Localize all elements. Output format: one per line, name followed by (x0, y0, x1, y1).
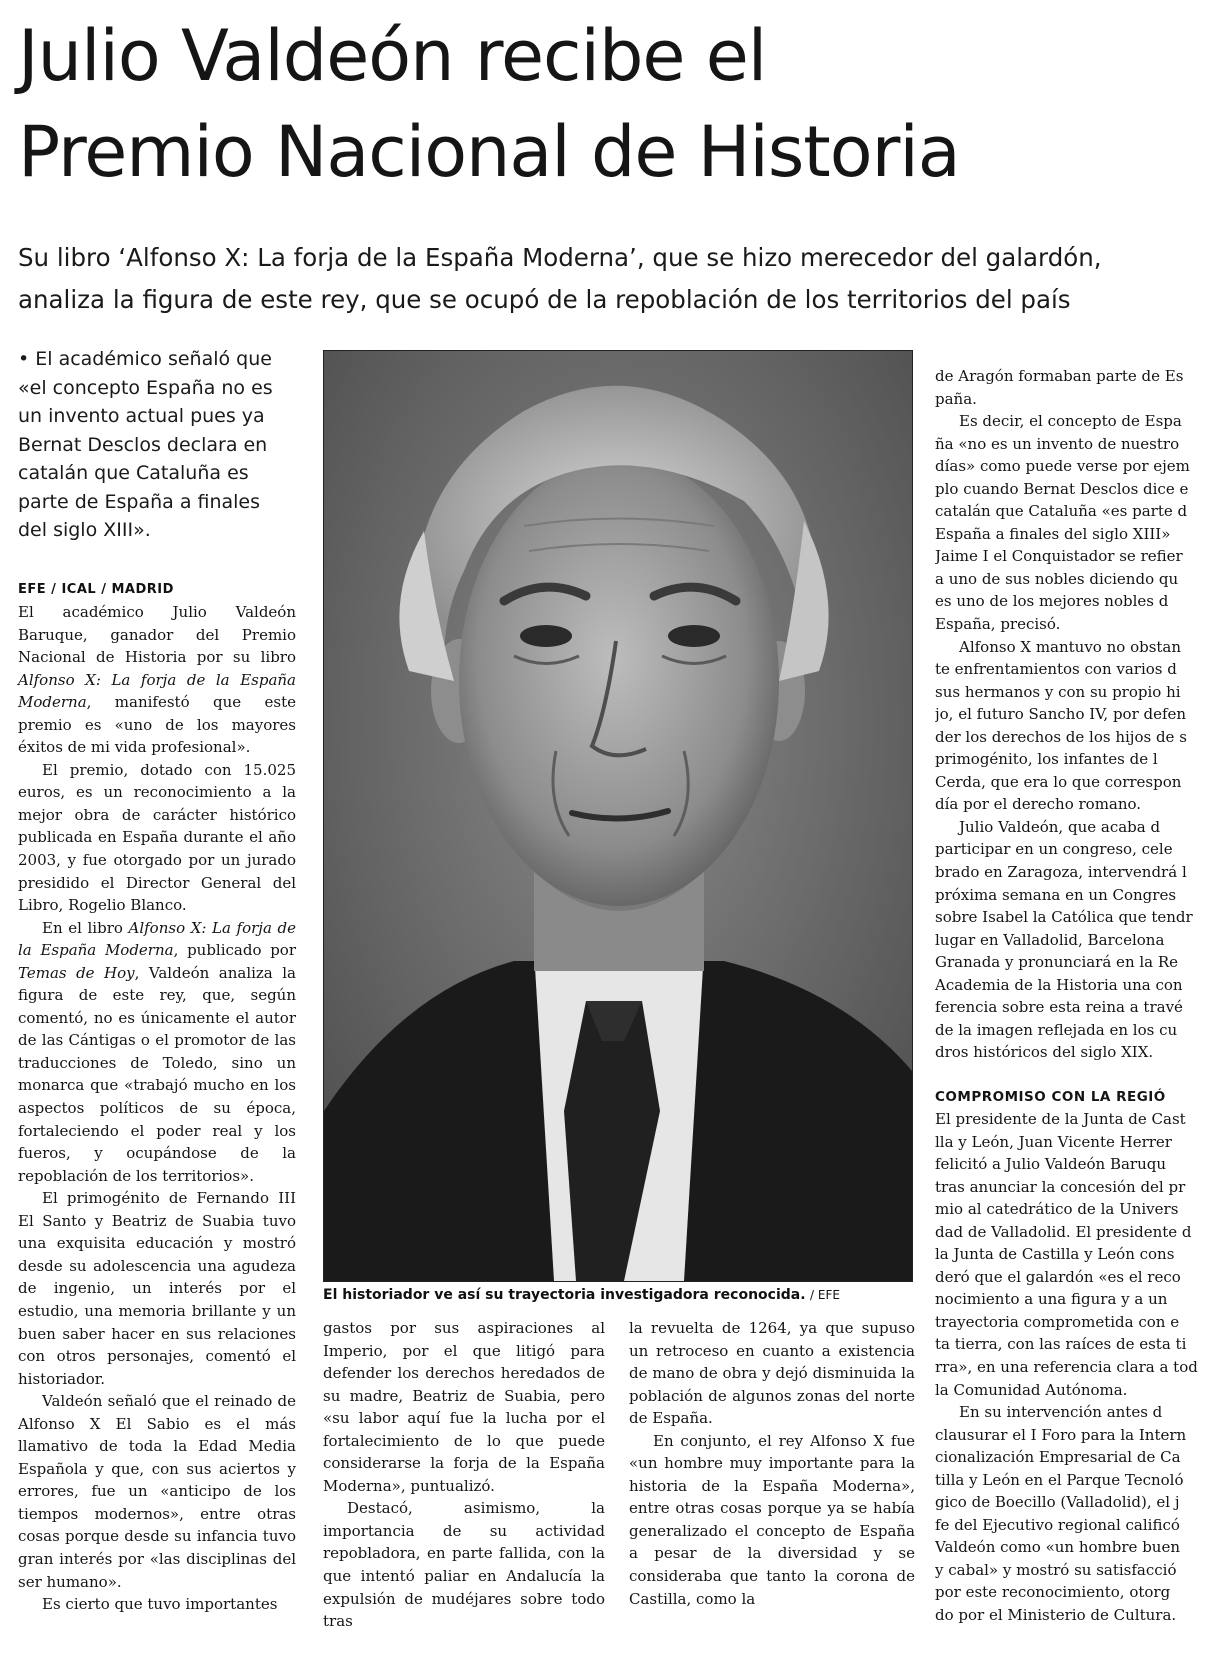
paragraph: En conjunto, el rey Alfonso X fue «un hombre muy importante para la historia de la España Moderna», entre otras cosas porque ya se había generalizado el concepto de España a pesar de la diversidad y se consideraba que tanto la corona de Castilla, como la (629, 1431, 915, 1608)
paragraph: Es cierto que tuvo importantes (42, 1595, 278, 1614)
portrait-illustration (324, 351, 912, 1281)
paragraph: En su intervención antes d clausurar el I Foro para la Intern cionalización Empresarial de Ca tilla y León en el Parque Tecnoló gico de Boecillo (Valladolid), el j fe del Ejecutivo regional calificó Valdeón como «un hombre buen y cabal» y mostró su satisfacció por este reconocimiento, otorg do por el Ministerio de Cultura. (935, 1403, 1187, 1624)
paragraph: Julio Valdeón, que acaba d participar en un congreso, cele brado en Zaragoza, intervendrá l próxima semana en un Congres sobre Isabel la Católica que tendr lugar en Valladolid, Barcelona Granada y pronunciará en la Re Academia de la Historia una con ferencia sobre esta reina a travé de la imagen reflejada en los cu dros históricos del siglo XIX. (935, 817, 1193, 1062)
pull-quote: • El académico señaló que «el concepto España no es un invento actual pues ya Bernat Desclos declara en catalán que Cataluña es parte de España a finales del siglo XIII». (18, 348, 273, 541)
article-column-1 (18, 601, 296, 1616)
paragraph: la revuelta de 1264, ya que supuso un retroceso en cuanto a existencia de mano de obra y dejó disminuida la población de algunos zonas del norte de España. (629, 1319, 915, 1428)
subhead-line-2: analiza la figura de este rey, que se ocupó de la repoblación de los territorios del país (18, 285, 1071, 314)
article-column-2 (323, 1317, 605, 1633)
paragraph: Es decir, el concepto de Espa ña «no es un invento de nuestro días» como puede verse por ejem plo cuando Bernat Desclos dice e catalán que Cataluña «es parte d España a finales del siglo XIII» Jaime I el Conquistador se refier a uno de sus nobles diciendo qu es uno de los mejores nobles d España, precisó. (935, 412, 1190, 634)
paragraph: El presidente de la Junta de Cast lla y León, Juan Vicente Herrer felicitó a Julio Valdeón Baruqu tras anunciar la concesión del pr mio al catedrático de la Univers dad de Valladolid. El presidente d la Junta de Castilla y León cons deró que el galardón «es el reco nocimiento a una figura y a un trayectoria comprometida con e ta tierra, con las raíces de esta ti rra», en una referencia clara a tod la Comunidad Autónoma. (935, 1109, 1198, 1399)
article-column-3 (629, 1317, 915, 1610)
article-column-4 (935, 365, 1210, 1645)
paragraph: de Aragón formaban parte de Es paña. (935, 367, 1184, 408)
paragraph: gastos por sus aspiraciones al Imperio, por el que litigó para defender los derechos heredados de su madre, Beatriz de Suabia, pero «su labor aquí fue la lucha por el fortalecimiento de lo que puede considerarse la forja de la España Moderna», puntualizó. (323, 1319, 605, 1495)
paragraph: El primogénito de Fernando III El Santo y Beatriz de Suabia tuvo una exquisita educación y mostró desde su adolescencia una agudeza de ingenio, un interés por el estudio, una memoria brillante y un buen saber hacer en sus relaciones con otros personajes, comentó el historiador. (18, 1189, 296, 1388)
paragraph: Valdeón señaló que el reinado de Alfonso X El Sabio es el más llamativo de toda la Edad Media Española y que, con sus aciertos y errores, fue un «anticipo de los tiempos modernos», entre otras cosas porque desde su infancia tuvo gran interés por «las disciplinas del ser humano». (18, 1392, 296, 1591)
photo-caption (323, 1285, 923, 1305)
paragraph: Alfonso X mantuvo no obstan te enfrentamientos con varios d sus hermanos y con su propio hi jo, el futuro Sancho IV, por defen der los derechos de los hijos de s primogénito, los infantes de l Cerda, que era lo que correspon día por el derecho romano. (935, 637, 1187, 814)
photo-credit: / EFE (810, 1288, 840, 1302)
headline (18, 8, 1218, 200)
paragraph: En el libro Alfonso X: La forja de la España Moderna, publicado por Temas de Hoy, Valdeón analiza la figura de este rey, que, según comentó, no es únicamente el autor de las Cántigas o el promotor de las traducciones de Toledo, sino un monarca que «trabajó mucho en los aspectos políticos de su época, fortaleciendo el poder real y los fueros, y ocupándose de la repoblación de los territorios». (18, 918, 297, 1185)
paragraph: Destacó, asimismo, la importancia de su actividad repobladora, en parte fallida, con la que intentó paliar en Andalucía la expulsión de mudéjares sobre todo tras (323, 1499, 605, 1631)
subsection-heading: COMPROMISO CON LA REGIÓ (935, 1088, 1166, 1105)
paragraph: El premio, dotado con 15.025 euros, es un reconocimiento a la mejor obra de carácter histórico publicada en España durante el año 2003, y fue otorgado por un jurado presidido el Director General del Libro, Rogelio Blanco. (18, 760, 296, 915)
headline-line-1: Julio Valdeón recibe el (18, 15, 767, 97)
book-title: Alfonso X: La forja de la España Moderna (18, 918, 296, 960)
subheadline (18, 237, 1218, 321)
headline-line-2: Premio Nacional de Historia (18, 111, 960, 193)
portrait-photo (323, 350, 913, 1282)
book-title: Alfonso X: La forja de la España Moderna (18, 670, 296, 712)
byline: EFE / ICAL / MADRID (18, 582, 174, 597)
publisher-name: Temas de Hoy (18, 963, 135, 982)
paragraph: El académico Julio Valdeón Baruque, ganador del Premio Nacional de Historia por su libro Alfonso X: La forja de la España Moderna, manifestó que este premio es «uno de los mayores éxitos de mi vida profesional». (18, 603, 296, 757)
caption-text: El historiador ve así su trayectoria investigadora reconocida. (323, 1287, 806, 1303)
subhead-line-1: Su libro ‘Alfonso X: La forja de la España Moderna’, que se hizo merecedor del galardón, (18, 243, 1102, 272)
